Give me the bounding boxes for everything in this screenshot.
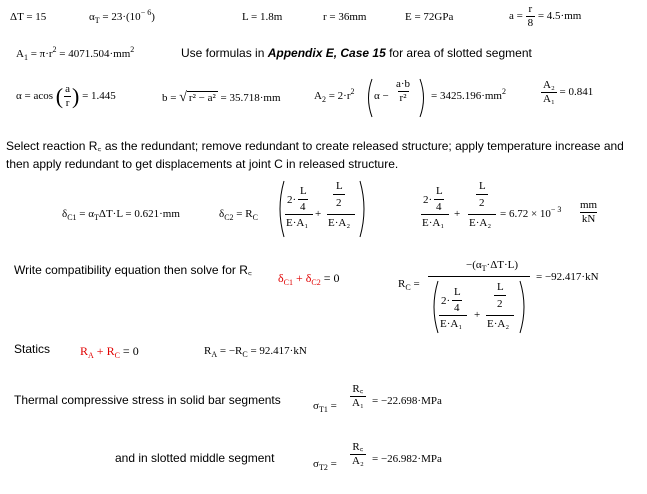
alpha-t-close: )	[151, 11, 155, 23]
sqrt-icon: √	[179, 90, 187, 105]
a2-exponent: 2	[350, 87, 355, 96]
b-value: = 35.718·mm	[220, 92, 281, 104]
alpha-angle-def	[16, 84, 116, 109]
rc-num-pre: −(α	[466, 259, 482, 271]
ra-value: = 92.417·kN	[250, 345, 307, 357]
rc-symbol: R	[398, 278, 406, 290]
ra-symbol: R	[204, 345, 212, 357]
delta-c2-open-paren	[276, 180, 286, 238]
flexv-inner-bar-2	[476, 194, 488, 195]
flexv-inner-bar	[434, 199, 444, 200]
delta-c1-eq	[62, 209, 180, 220]
delta-c1-alpha: = α	[79, 208, 94, 220]
alpha-subscript: T	[94, 16, 100, 25]
a2-numerator: a·b	[396, 78, 411, 90]
note-prefix: Use formulas in	[181, 46, 268, 60]
a2-subscript: 2	[321, 95, 326, 104]
stress1-frac	[350, 384, 366, 409]
stress1-value: = −22.698·MPa	[372, 395, 442, 407]
statics-ra-sub: A	[88, 351, 94, 360]
rc-num-sub: T	[481, 264, 487, 273]
flex2-two: 2	[336, 197, 342, 209]
a-numerator: r	[528, 3, 533, 15]
stress2-lhs	[313, 459, 337, 470]
rcd-ea1: E·A₁	[440, 318, 463, 330]
rcd-plus: +	[474, 309, 481, 321]
ra-eq: = −R	[219, 345, 243, 357]
compat-sub2: C2	[311, 278, 321, 287]
delta-c1-symbol: δ	[62, 208, 68, 220]
a2-open-paren	[364, 78, 374, 118]
ra-result	[204, 346, 307, 357]
rcd-inner-bar	[452, 300, 462, 301]
rc-numerator	[466, 260, 518, 271]
a2-alpha-minus: α −	[374, 90, 389, 102]
rcd-l: L	[454, 286, 461, 298]
alpha-t-exponent: − 6	[140, 8, 152, 17]
compat-plus: + δ	[296, 271, 312, 285]
note-suffix: for area of slotted segment	[385, 46, 532, 60]
stress2-den: A₂	[352, 455, 364, 467]
a-def	[509, 4, 581, 29]
a1-symbol: A	[16, 48, 24, 60]
alpha-close-paren: )	[71, 83, 80, 109]
alpha-fraction	[63, 84, 72, 109]
alpha-open-paren: (	[55, 83, 64, 109]
flex2-inner-bar	[333, 194, 345, 195]
flexv-unit	[578, 200, 599, 225]
alpha-angle-lhs: α = acos	[16, 90, 54, 103]
area-ratio-fraction	[541, 80, 557, 105]
rcd-outer-bar-2	[486, 315, 514, 316]
flex2-l: L	[336, 180, 343, 192]
modulus-def: E = 72GPa	[405, 11, 454, 23]
a2-unit-exponent: 2	[501, 87, 506, 96]
flexv-four: 4	[436, 201, 442, 213]
length-def: L = 1.8m	[242, 11, 283, 23]
area-ratio-value: = 0.841	[559, 86, 594, 99]
a2-denominator: r²	[399, 92, 407, 104]
stress1-text: Thermal compressive stress in solid bar segments	[14, 393, 281, 407]
flex1-l: L	[300, 185, 307, 197]
a1-def	[16, 45, 135, 62]
delta-c2-close-paren	[358, 180, 368, 238]
statics-ra: R	[80, 344, 89, 358]
stress1-lhs	[313, 401, 337, 412]
a-lhs: a =	[509, 10, 523, 23]
stress1-sigma: σ	[313, 400, 319, 412]
flexv-plus: +	[454, 208, 461, 220]
procedure-line-2: then apply redundant to get displacements at joint C in released structure.	[6, 157, 399, 171]
flexv-l: L	[436, 185, 443, 197]
flexv-unit-fraction	[578, 200, 599, 225]
compat-delta1: δ	[278, 271, 284, 285]
rcd-outer-bar	[439, 315, 467, 316]
rc-open-paren	[430, 280, 440, 334]
statics-eq	[80, 344, 139, 360]
a2-value-text: = 3425.196·mm	[431, 90, 502, 102]
stress1-den: A₁	[352, 397, 364, 409]
rcd-l2: L	[497, 281, 504, 293]
flex1-four: 4	[300, 201, 306, 213]
a1-unit-exponent: 2	[130, 45, 135, 54]
stress1-sub: T1	[318, 405, 328, 414]
a1-subscript: 1	[23, 53, 28, 62]
statics-label: Statics	[14, 342, 51, 356]
alpha-denominator: r	[65, 97, 70, 109]
delta-c2-r: = R	[236, 208, 253, 220]
flex2-ea2: E·A₂	[328, 217, 351, 229]
stress2-sigma: σ	[313, 458, 319, 470]
radius-def: r = 36mm	[323, 11, 367, 23]
flexv-value-text: = 6.72 × 10	[500, 208, 551, 220]
stress2-frac	[350, 442, 366, 467]
a2-lhs-group	[314, 87, 355, 104]
area-ratio-denominator: A₁	[543, 93, 555, 105]
flexv-ea2: E·A₂	[469, 217, 492, 229]
flexv-unit-num: mm	[580, 199, 598, 211]
procedure-line-1: Select reaction R꜀ as the redundant; remove redundant to create released structure; apply temperature increase and	[6, 139, 624, 153]
a1-exponent: 2	[52, 45, 57, 54]
flexv-exponent: − 3	[550, 205, 562, 214]
stress2-sub: T2	[318, 463, 328, 472]
rcd-two: 2·	[441, 295, 451, 307]
stress2-text: and in slotted middle segment	[115, 451, 275, 465]
compat-eq	[278, 271, 340, 287]
flexv-value	[500, 205, 562, 220]
rc-value: = −92.417·kN	[536, 271, 599, 283]
stress2-fraction	[350, 442, 366, 467]
rc-subscript: C	[405, 283, 411, 292]
compat-text: Write compatibility equation then solve for R꜀	[14, 263, 253, 277]
stress2-num: R꜀	[352, 441, 364, 453]
area-ratio-numerator: A₂	[543, 79, 555, 91]
a-value: = 4.5·mm	[537, 10, 582, 23]
compat-rhs: = 0	[323, 271, 340, 285]
flexv-outer-bar	[421, 214, 449, 215]
ra-subscript: A	[211, 350, 218, 359]
stress2-eq: =	[330, 458, 337, 470]
flexv-l2: L	[479, 180, 486, 192]
flexv-two: 2·	[423, 194, 433, 206]
flex1-inner-bar	[298, 199, 308, 200]
statics-rc-sub: C	[114, 351, 120, 360]
a2-value	[431, 87, 506, 102]
a2-symbol: A	[314, 90, 322, 102]
delta-c2-symbol: δ	[219, 208, 225, 220]
stress1-num: R꜀	[352, 383, 364, 395]
flex-plus: +	[315, 208, 322, 220]
rcd-four: 4	[454, 302, 460, 314]
flex1-outer-bar	[285, 214, 313, 215]
a2-fraction	[394, 79, 412, 104]
delta-c1-value: ΔT·L = 0.621·mm	[98, 208, 180, 220]
stress2-value: = −26.982·MPa	[372, 453, 442, 465]
b-def	[162, 91, 281, 105]
statics-rhs: = 0	[122, 344, 139, 358]
alpha-angle-value: = 1.445	[82, 90, 116, 103]
a-denominator: 8	[527, 17, 534, 29]
flexv-outer-bar-2	[468, 214, 496, 215]
flex2-outer-bar	[327, 214, 355, 215]
appendix-note	[181, 47, 532, 59]
a2-formula: = 2·r	[328, 90, 351, 102]
rc-main-bar	[428, 276, 530, 277]
delta-c1-alpha-subscript: T	[94, 213, 99, 222]
a2-close-paren	[418, 78, 428, 118]
rcd-ea2: E·A₂	[487, 318, 510, 330]
area-ratio	[541, 80, 593, 105]
a1-formula: = π·r	[30, 48, 53, 60]
a-fraction	[526, 4, 536, 29]
stress1-eq: =	[330, 400, 337, 412]
delta-c2-subscript: C2	[224, 213, 234, 222]
b-lhs: b =	[162, 92, 177, 104]
alpha-t-def	[89, 8, 155, 25]
rc-close-paren	[518, 280, 528, 334]
rcd-two-b: 2	[497, 298, 503, 310]
delta-c1-subscript: C1	[67, 213, 77, 222]
a1-value: = 4071.504·mm	[59, 48, 131, 60]
a2-fraction-inner	[394, 79, 412, 104]
delta-c2-r-subscript: C	[252, 213, 258, 222]
flex1-ea1: E·A₁	[286, 217, 309, 229]
flexv-ea1: E·A₁	[422, 217, 445, 229]
note-reference: Appendix E, Case 15	[267, 46, 386, 60]
flex1-two: 2·	[287, 194, 297, 206]
rcd-inner-bar-2	[494, 295, 506, 296]
compat-sub1: C1	[283, 278, 293, 287]
rc-equals: =	[413, 278, 420, 290]
delta-t-def: ΔT = 15	[10, 11, 47, 23]
flexv-unit-den: kN	[581, 213, 596, 225]
rc-num-post: ·ΔT·L)	[486, 259, 519, 271]
alpha-numerator: a	[65, 83, 70, 95]
alpha-t-value: = 23·(10	[102, 11, 141, 23]
statics-plus-rc: + R	[96, 344, 115, 358]
b-radicand: r² − a²	[188, 92, 216, 104]
delta-c2-eq	[219, 209, 258, 220]
stress1-fraction	[350, 384, 366, 409]
ra-c-subscript: C	[242, 350, 248, 359]
alpha-symbol: α	[89, 11, 95, 23]
rc-lhs	[398, 279, 420, 290]
flexv-two-b: 2	[479, 197, 485, 209]
